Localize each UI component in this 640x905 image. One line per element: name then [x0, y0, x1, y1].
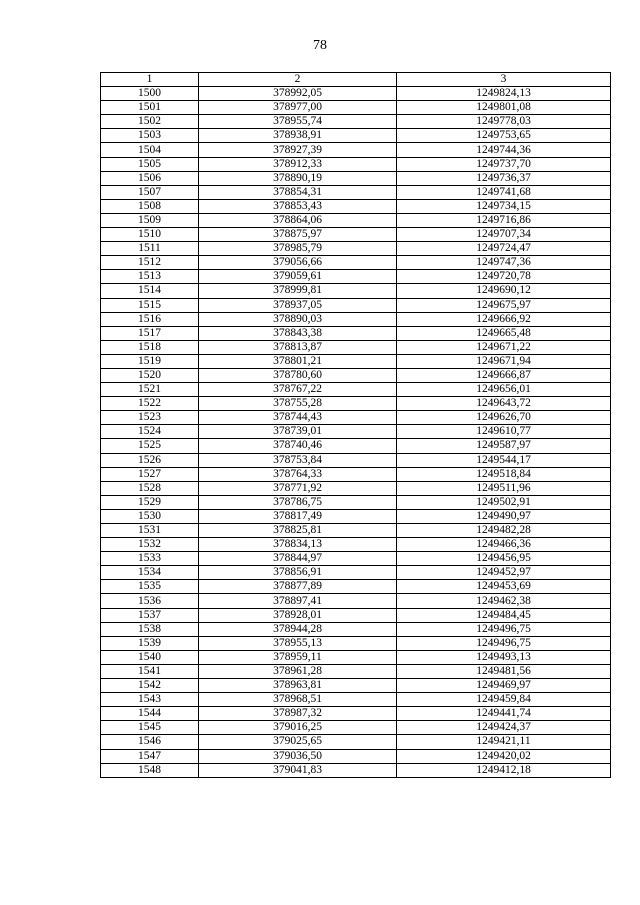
table-row: [101, 242, 611, 256]
y-coordinate-cell: 1249753,65: [397, 129, 611, 143]
point-number-cell: 1511: [101, 242, 199, 256]
point-number-cell: 1522: [101, 397, 199, 411]
table-row: [101, 101, 611, 115]
table-row: [101, 425, 611, 439]
x-coordinate-cell: 378843,38: [199, 326, 397, 340]
table-row: [101, 411, 611, 425]
y-coordinate-cell: 1249747,36: [397, 256, 611, 270]
y-coordinate-cell: 1249643,72: [397, 397, 611, 411]
column-header-3: 3: [397, 73, 611, 87]
table-row: [101, 721, 611, 735]
point-number-cell: 1538: [101, 622, 199, 636]
x-coordinate-cell: 378780,60: [199, 368, 397, 382]
y-coordinate-cell: 1249671,22: [397, 340, 611, 354]
y-coordinate-cell: 1249441,74: [397, 707, 611, 721]
point-number-cell: 1507: [101, 185, 199, 199]
y-coordinate-cell: 1249724,47: [397, 242, 611, 256]
x-coordinate-cell: 378767,22: [199, 383, 397, 397]
point-number-cell: 1544: [101, 707, 199, 721]
point-number-cell: 1512: [101, 256, 199, 270]
point-number-cell: 1542: [101, 679, 199, 693]
y-coordinate-cell: 1249610,77: [397, 425, 611, 439]
table-row: [101, 213, 611, 227]
x-coordinate-cell: 378912,33: [199, 157, 397, 171]
y-coordinate-cell: 1249469,97: [397, 679, 611, 693]
table-row: [101, 383, 611, 397]
x-coordinate-cell: 378927,39: [199, 143, 397, 157]
x-coordinate-cell: 378813,87: [199, 340, 397, 354]
y-coordinate-cell: 1249744,36: [397, 143, 611, 157]
table-body: [101, 87, 611, 778]
x-coordinate-cell: 378963,81: [199, 679, 397, 693]
table-row: [101, 566, 611, 580]
x-coordinate-cell: 378877,89: [199, 580, 397, 594]
point-number-cell: 1509: [101, 213, 199, 227]
y-coordinate-cell: 1249466,36: [397, 538, 611, 552]
y-coordinate-cell: 1249737,70: [397, 157, 611, 171]
table-row: [101, 368, 611, 382]
x-coordinate-cell: 378753,84: [199, 453, 397, 467]
point-number-cell: 1540: [101, 650, 199, 664]
table-row: [101, 157, 611, 171]
table-header-row: [101, 73, 611, 87]
x-coordinate-cell: 378875,97: [199, 228, 397, 242]
point-number-cell: 1541: [101, 664, 199, 678]
point-number-cell: 1519: [101, 354, 199, 368]
x-coordinate-cell: 378739,01: [199, 425, 397, 439]
point-number-cell: 1547: [101, 749, 199, 763]
point-number-cell: 1502: [101, 115, 199, 129]
x-coordinate-cell: 378928,01: [199, 608, 397, 622]
x-coordinate-cell: 378890,19: [199, 171, 397, 185]
y-coordinate-cell: 1249452,97: [397, 566, 611, 580]
point-number-cell: 1513: [101, 270, 199, 284]
point-number-cell: 1523: [101, 411, 199, 425]
y-coordinate-cell: 1249671,94: [397, 354, 611, 368]
table-row: [101, 270, 611, 284]
y-coordinate-cell: 1249421,11: [397, 735, 611, 749]
point-number-cell: 1504: [101, 143, 199, 157]
point-number-cell: 1535: [101, 580, 199, 594]
x-coordinate-cell: 378992,05: [199, 87, 397, 101]
table-row: [101, 749, 611, 763]
table-row: [101, 129, 611, 143]
y-coordinate-cell: 1249666,92: [397, 312, 611, 326]
y-coordinate-cell: 1249666,87: [397, 368, 611, 382]
point-number-cell: 1534: [101, 566, 199, 580]
table-row: [101, 312, 611, 326]
x-coordinate-cell: 378959,11: [199, 650, 397, 664]
table-row: [101, 495, 611, 509]
y-coordinate-cell: 1249496,75: [397, 622, 611, 636]
table-row: [101, 622, 611, 636]
point-number-cell: 1518: [101, 340, 199, 354]
x-coordinate-cell: 378856,91: [199, 566, 397, 580]
table-row: [101, 636, 611, 650]
y-coordinate-cell: 1249801,08: [397, 101, 611, 115]
table-row: [101, 693, 611, 707]
x-coordinate-cell: 378817,49: [199, 509, 397, 523]
point-number-cell: 1537: [101, 608, 199, 622]
table-row: [101, 467, 611, 481]
table-row: [101, 552, 611, 566]
table-row: [101, 735, 611, 749]
point-number-cell: 1516: [101, 312, 199, 326]
table-row: [101, 340, 611, 354]
table-row: [101, 298, 611, 312]
y-coordinate-cell: 1249741,68: [397, 185, 611, 199]
y-coordinate-cell: 1249481,56: [397, 664, 611, 678]
y-coordinate-cell: 1249462,38: [397, 594, 611, 608]
table-row: [101, 664, 611, 678]
y-coordinate-cell: 1249420,02: [397, 749, 611, 763]
x-coordinate-cell: 378853,43: [199, 199, 397, 213]
y-coordinate-cell: 1249496,75: [397, 636, 611, 650]
x-coordinate-cell: 378740,46: [199, 439, 397, 453]
table-row: [101, 326, 611, 340]
table-row: [101, 171, 611, 185]
y-coordinate-cell: 1249544,17: [397, 453, 611, 467]
y-coordinate-cell: 1249778,03: [397, 115, 611, 129]
y-coordinate-cell: 1249707,34: [397, 228, 611, 242]
y-coordinate-cell: 1249626,70: [397, 411, 611, 425]
y-coordinate-cell: 1249511,96: [397, 481, 611, 495]
table-row: [101, 115, 611, 129]
point-number-cell: 1505: [101, 157, 199, 171]
point-number-cell: 1514: [101, 284, 199, 298]
table-row: [101, 397, 611, 411]
point-number-cell: 1510: [101, 228, 199, 242]
point-number-cell: 1515: [101, 298, 199, 312]
point-number-cell: 1543: [101, 693, 199, 707]
x-coordinate-cell: 378786,75: [199, 495, 397, 509]
table-row: [101, 707, 611, 721]
point-number-cell: 1508: [101, 199, 199, 213]
x-coordinate-cell: 378985,79: [199, 242, 397, 256]
point-number-cell: 1526: [101, 453, 199, 467]
x-coordinate-cell: 378968,51: [199, 693, 397, 707]
point-number-cell: 1506: [101, 171, 199, 185]
x-coordinate-cell: 378999,81: [199, 284, 397, 298]
y-coordinate-cell: 1249518,84: [397, 467, 611, 481]
table-row: [101, 143, 611, 157]
table-row: [101, 228, 611, 242]
table-row: [101, 354, 611, 368]
point-number-cell: 1548: [101, 763, 199, 777]
x-coordinate-cell: 378937,05: [199, 298, 397, 312]
x-coordinate-cell: 378955,74: [199, 115, 397, 129]
y-coordinate-cell: 1249459,84: [397, 693, 611, 707]
y-coordinate-cell: 1249482,28: [397, 524, 611, 538]
column-header-2: 2: [199, 73, 397, 87]
y-coordinate-cell: 1249484,45: [397, 608, 611, 622]
x-coordinate-cell: 378897,41: [199, 594, 397, 608]
page-number: 78: [313, 38, 327, 53]
x-coordinate-cell: 379041,83: [199, 763, 397, 777]
table-row: [101, 679, 611, 693]
table-row: [101, 608, 611, 622]
table-row: [101, 538, 611, 552]
point-number-cell: 1500: [101, 87, 199, 101]
x-coordinate-cell: 378961,28: [199, 664, 397, 678]
point-number-cell: 1524: [101, 425, 199, 439]
y-coordinate-cell: 1249493,13: [397, 650, 611, 664]
y-coordinate-cell: 1249734,15: [397, 199, 611, 213]
table-row: [101, 481, 611, 495]
point-number-cell: 1501: [101, 101, 199, 115]
y-coordinate-cell: 1249690,12: [397, 284, 611, 298]
x-coordinate-cell: 378744,43: [199, 411, 397, 425]
table-row: [101, 284, 611, 298]
x-coordinate-cell: 378764,33: [199, 467, 397, 481]
point-number-cell: 1529: [101, 495, 199, 509]
table-row: [101, 185, 611, 199]
y-coordinate-cell: 1249736,37: [397, 171, 611, 185]
x-coordinate-cell: 378801,21: [199, 354, 397, 368]
point-number-cell: 1517: [101, 326, 199, 340]
y-coordinate-cell: 1249490,97: [397, 509, 611, 523]
x-coordinate-cell: 379056,66: [199, 256, 397, 270]
x-coordinate-cell: 378755,28: [199, 397, 397, 411]
y-coordinate-cell: 1249412,18: [397, 763, 611, 777]
x-coordinate-cell: 378938,91: [199, 129, 397, 143]
x-coordinate-cell: 378977,00: [199, 101, 397, 115]
y-coordinate-cell: 1249502,91: [397, 495, 611, 509]
x-coordinate-cell: 379016,25: [199, 721, 397, 735]
point-number-cell: 1539: [101, 636, 199, 650]
point-number-cell: 1531: [101, 524, 199, 538]
y-coordinate-cell: 1249656,01: [397, 383, 611, 397]
coordinates-table: [100, 72, 611, 778]
x-coordinate-cell: 378771,92: [199, 481, 397, 495]
table-row: [101, 453, 611, 467]
point-number-cell: 1545: [101, 721, 199, 735]
y-coordinate-cell: 1249587,97: [397, 439, 611, 453]
table-row: [101, 439, 611, 453]
x-coordinate-cell: 378944,28: [199, 622, 397, 636]
table-row: [101, 199, 611, 213]
y-coordinate-cell: 1249824,13: [397, 87, 611, 101]
point-number-cell: 1503: [101, 129, 199, 143]
table-row: [101, 509, 611, 523]
x-coordinate-cell: 379025,65: [199, 735, 397, 749]
point-number-cell: 1530: [101, 509, 199, 523]
point-number-cell: 1532: [101, 538, 199, 552]
y-coordinate-cell: 1249456,95: [397, 552, 611, 566]
table-row: [101, 763, 611, 777]
table-row: [101, 256, 611, 270]
x-coordinate-cell: 378890,03: [199, 312, 397, 326]
x-coordinate-cell: 378844,97: [199, 552, 397, 566]
x-coordinate-cell: 379036,50: [199, 749, 397, 763]
x-coordinate-cell: 378987,32: [199, 707, 397, 721]
y-coordinate-cell: 1249675,97: [397, 298, 611, 312]
point-number-cell: 1528: [101, 481, 199, 495]
table-row: [101, 87, 611, 101]
table-row: [101, 594, 611, 608]
y-coordinate-cell: 1249453,69: [397, 580, 611, 594]
y-coordinate-cell: 1249716,86: [397, 213, 611, 227]
x-coordinate-cell: 378834,13: [199, 538, 397, 552]
y-coordinate-cell: 1249665,48: [397, 326, 611, 340]
point-number-cell: 1521: [101, 383, 199, 397]
point-number-cell: 1525: [101, 439, 199, 453]
y-coordinate-cell: 1249424,37: [397, 721, 611, 735]
x-coordinate-cell: 378864,06: [199, 213, 397, 227]
table-row: [101, 524, 611, 538]
point-number-cell: 1546: [101, 735, 199, 749]
point-number-cell: 1533: [101, 552, 199, 566]
point-number-cell: 1520: [101, 368, 199, 382]
x-coordinate-cell: 378854,31: [199, 185, 397, 199]
point-number-cell: 1527: [101, 467, 199, 481]
y-coordinate-cell: 1249720,78: [397, 270, 611, 284]
table-row: [101, 580, 611, 594]
x-coordinate-cell: 379059,61: [199, 270, 397, 284]
x-coordinate-cell: 378825,81: [199, 524, 397, 538]
column-header-1: 1: [101, 73, 199, 87]
x-coordinate-cell: 378955,13: [199, 636, 397, 650]
table-row: [101, 650, 611, 664]
point-number-cell: 1536: [101, 594, 199, 608]
